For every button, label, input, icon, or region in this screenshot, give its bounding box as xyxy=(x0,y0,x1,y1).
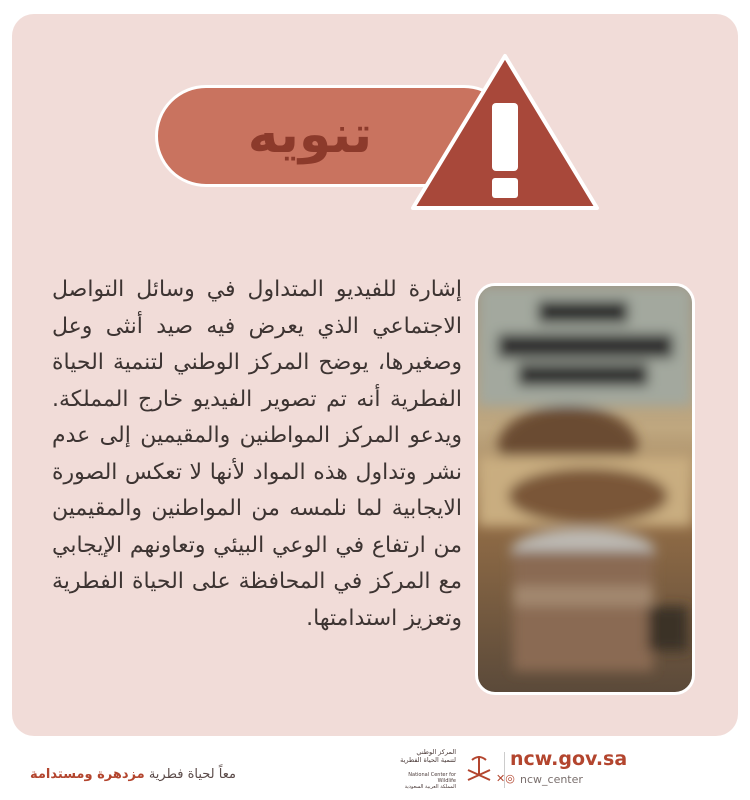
social-icons xyxy=(496,772,515,785)
blurred-video-thumbnail xyxy=(475,283,695,695)
org-name-arabic: المركز الوطني لتنمية الحياة الفطرية xyxy=(400,748,456,764)
warning-icon xyxy=(405,48,605,218)
x-icon: ✕ xyxy=(496,772,506,785)
website-link[interactable]: ncw.gov.sa xyxy=(510,748,628,770)
notice-title: تنويه xyxy=(247,105,373,165)
tagline xyxy=(30,767,236,782)
saudi-emblem-icon xyxy=(462,752,496,788)
tagline-highlight: مزدهرة ومستدامة xyxy=(30,767,145,782)
blurred-image xyxy=(478,286,692,692)
social-handle[interactable]: ncw_center xyxy=(520,773,583,786)
org-name-english: National Center for Wildlife المملكة العربية السعودية xyxy=(404,772,456,790)
tagline-prefix: معاً لحياة فطرية xyxy=(148,767,236,782)
instagram-icon: ◎ xyxy=(505,772,515,785)
notice-body: إشارة للفيديو المتداول في وسائل التواصل الاجتماعي الذي يعرض فيه صيد أنثى وعل وصغيرها، يوضح المركز الوطني لتنمية الحياة الفطرية أنه تم تصوير الفيديو خارج المملكة. ويدعو المركز المواطنين والمقيمين إلى عدم نشر وتداول هذه المواد لأنها لا تعكس الصورة الايجابية لما نلمسه من المواطنين والمقيمين من ارتفاع في الوعي البيئي وتعاونهم الإيجابي مع المركز في المحافظة على الحياة الفطرية وتعزيز استدامتها. xyxy=(52,277,462,631)
